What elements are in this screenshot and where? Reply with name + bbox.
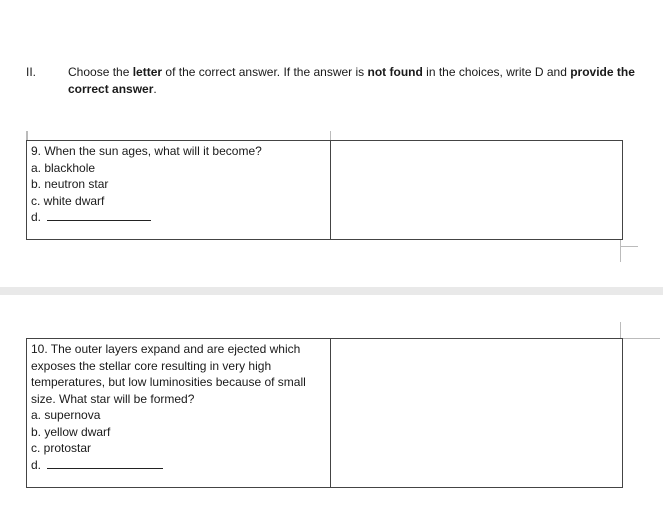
- answer-9-cell[interactable]: [331, 141, 623, 240]
- choice-c: c. protostar: [31, 441, 92, 455]
- choice-d: d.: [31, 210, 42, 224]
- answer-blank[interactable]: [47, 219, 151, 221]
- guide-line: [620, 338, 660, 339]
- choice-a: a. blackhole: [31, 160, 96, 175]
- page-separator: [0, 287, 663, 295]
- question-9-table: [26, 140, 623, 240]
- choice-d-row: [31, 457, 326, 474]
- question-9-cell: [27, 141, 331, 240]
- guide-line: [620, 246, 638, 247]
- question-10-table: [26, 338, 623, 488]
- instruction-part: in the choices, write D and: [422, 65, 571, 79]
- guide-line: [620, 240, 621, 262]
- guide-line: [26, 131, 28, 140]
- choice-c: c. white dwarf: [31, 193, 105, 208]
- instruction-part: Choose the: [68, 65, 133, 79]
- instruction-part-bold: provide the correct answer: [68, 65, 635, 96]
- answer-10-cell[interactable]: [331, 339, 623, 488]
- choice-d-row: [31, 209, 326, 226]
- instruction-part-bold: letter: [132, 65, 163, 79]
- question-10-cell: [27, 339, 331, 488]
- question-9-text: 9. When the sun ages, what will it become?: [31, 144, 262, 158]
- instruction-part: of the correct answer. If the answer is: [162, 65, 368, 79]
- guide-line: [330, 131, 331, 140]
- choice-b: b. yellow dwarf: [31, 424, 111, 439]
- section-number: II.: [26, 65, 37, 79]
- choice-b: b. neutron star: [31, 177, 109, 191]
- instruction-part: .: [153, 82, 157, 96]
- instruction-text: [68, 64, 638, 98]
- choice-a: a. supernova: [31, 408, 101, 422]
- answer-blank[interactable]: [47, 467, 163, 469]
- question-10-text: 10. The outer layers expand and are ejected which exposes the stellar core resulting in very high temperatures, but low luminosities because of small size. What star will be formed?: [31, 342, 306, 406]
- choice-d: d.: [31, 457, 42, 472]
- guide-line: [620, 322, 621, 338]
- instruction-part-bold: not found: [367, 65, 423, 79]
